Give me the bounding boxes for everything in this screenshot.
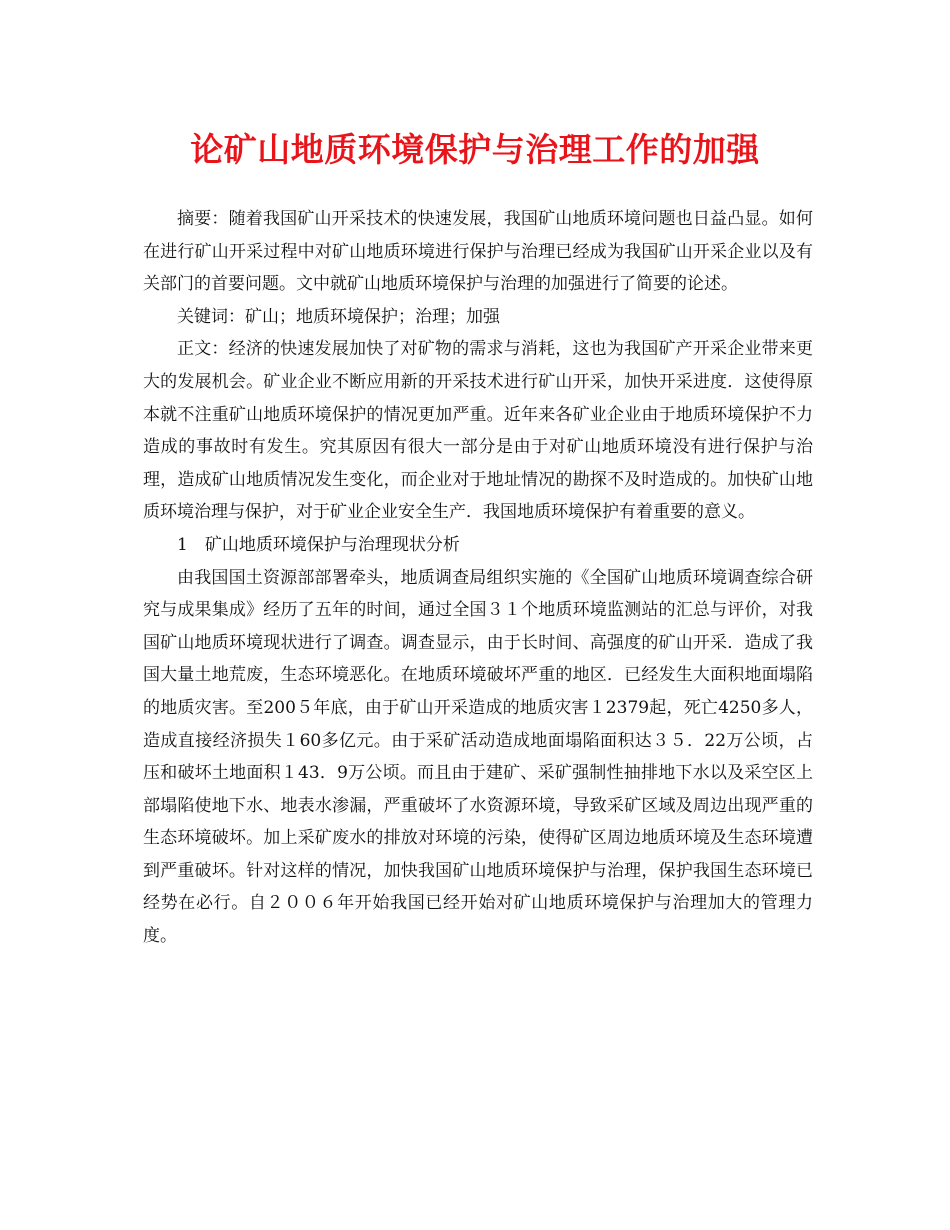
section-heading: 1 矿山地质环境保护与治理现状分析 <box>177 534 460 555</box>
main-text-paragraph: 正文：经济的快速发展加快了对矿物的需求与消耗，这也为我国矿产开采企业带来更大的发展机会。矿业企业不断应用新的开采技术进行矿山开采，加快开采进度．这使得原本就不注重矿山地质环境保护的情况更加严重。近年来各矿业企业由于地质环境保护不力造成的事故时有发生。究其原因有很大一部分是由于对矿山地质环境没有进行保护与治理，造成矿山地质情况发生变化，而企业对于地址情况的勘探不及时造成的。加快矿山地质环境治理与保护，对于矿业企业安全生产．我国地质环境保护有着重要的意义。 <box>143 339 813 523</box>
keywords-paragraph: 关键词：矿山；地质环境保护；治理；加强 <box>177 306 500 327</box>
document-body <box>143 203 813 953</box>
document-title: 论矿山地质环境保护与治理工作的加强 <box>190 130 760 169</box>
section-paragraph: 由我国国土资源部部署牵头，地质调查局组织实施的《全国矿山地质环境调查综合研究与成果集成》经历了五年的时间，通过全国３１个地质环境监测站的汇总与评价，对我国矿山地质环境现状进行了调查。调查显示，由于长时间、高强度的矿山开采．造成了我国大量土地荒废，生态环境恶化。在地质环境破坏严重的地区．已经发生大面积地面塌陷的地质灾害。至200５年底，由于矿山开采造成的地质灾害１2379起，死亡4250多人，造成直接经济损失１60多亿元。由于采矿活动造成地面塌陷面积达３５．22万公顷，占压和破坏土地面积１43．9万公顷。而且由于建矿、采矿强制性抽排地下水以及采空区上部塌陷使地下水、地表水渗漏，严重破坏了水资源环境，导致采矿区域及周边出现严重的生态环境破坏。加上采矿废水的排放对环境的污染，使得矿区周边地质环境及生态环境遭到严重破坏。针对这样的情况，加快我国矿山地质环境保护与治理，保护我国生态环境已经势在必行。自２００６年开始我国已经开始对矿山地质环境保护与治理加大的管理力度。 <box>143 567 813 947</box>
abstract-paragraph: 摘要：随着我国矿山开采技术的快速发展，我国矿山地质环境问题也日益凸显。如何在进行矿山开采过程中对矿山地质环境进行保护与治理已经成为我国矿山开采企业以及有关部门的首要问题。文中就矿山地质环境保护与治理的加强进行了简要的论述。 <box>143 209 813 295</box>
